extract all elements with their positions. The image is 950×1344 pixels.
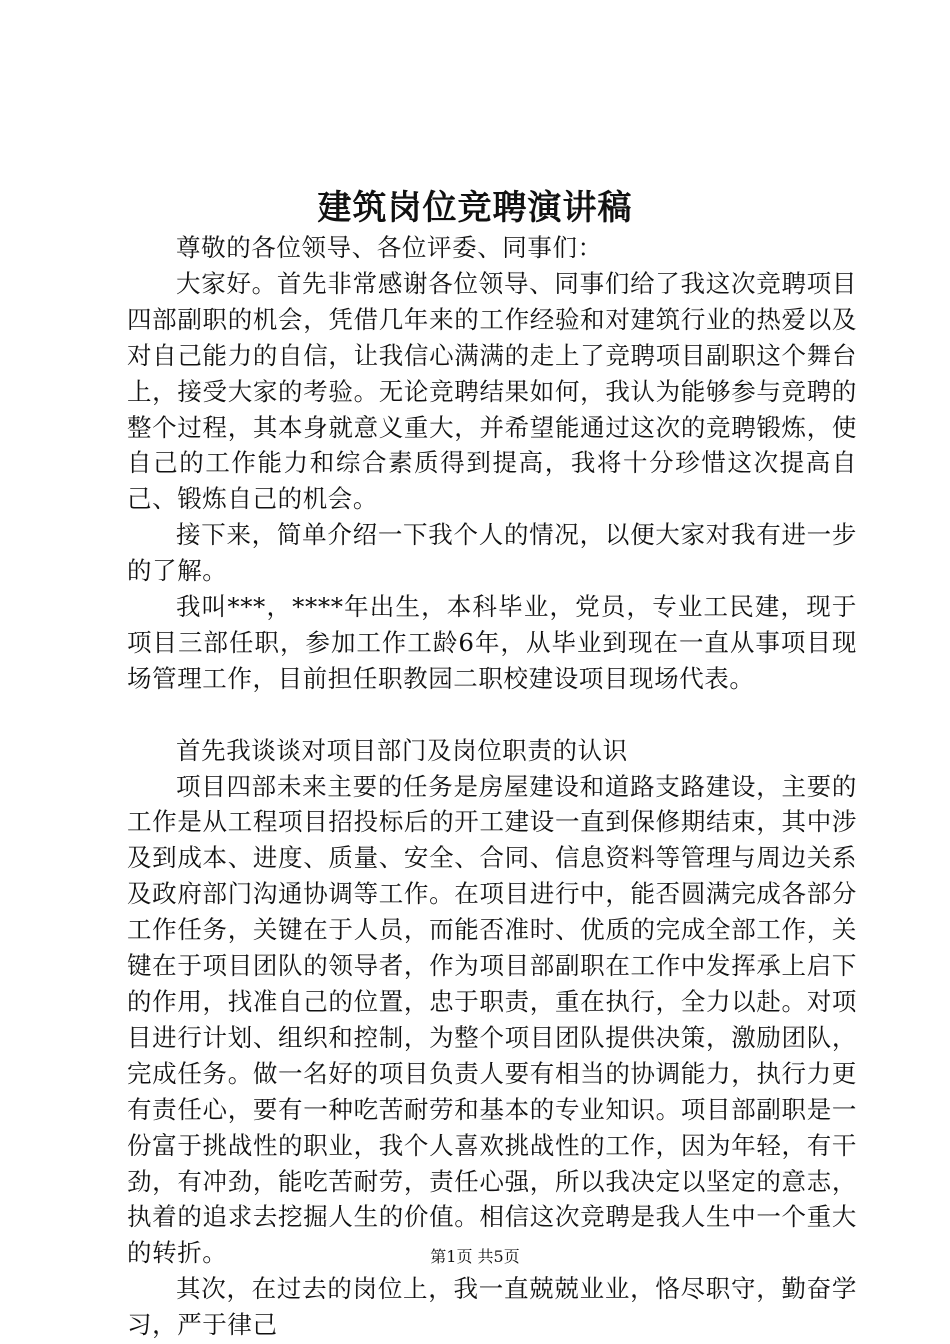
body-paragraph: 我叫***，****年出生，本科毕业，党员，专业工民建，现于项目三部任职，参加工作工龄6年，从毕业到现在一直从事项目现场管理工作，目前担任职教园二职校建设项目现场代表。 bbox=[127, 592, 857, 693]
salutation-paragraph: 尊敬的各位领导、各位评委、同事们： bbox=[176, 233, 603, 262]
document-title: 建筑岗位竞聘演讲稿 bbox=[317, 188, 633, 228]
body-paragraph: 大家好。首先非常感谢各位领导、同事们给了我这次竞聘项目四部副职的机会，凭借几年来的工作经验和对建筑行业的热爱以及对自己能力的自信，让我信心满满的走上了竞聘项目副职这个舞台上，接受大家的考验。无论竞聘结果如何，我认为能够参与竞聘的整个过程，其本身就意义重大，并希望能通过这次的竞聘锻炼，使自己的工作能力和综合素质得到提高，我将十分珍惜这次提高自己、锻炼自己的机会。 bbox=[127, 268, 857, 514]
page-footer: 第1页 共5页 bbox=[430, 1247, 520, 1266]
body-paragraph: 项目四部未来主要的任务是房屋建设和道路支路建设，主要的工作是从工程项目招投标后的开工建设一直到保修期结束，其中涉及到成本、进度、质量、安全、合同、信息资料等管理与周边关系及政府部门沟通协调等工作。在项目进行中，能否圆满完成各部分工作任务，关键在于人员，而能否准时、优质的完成全部工作，关键在于项目团队的领导者，作为项目部副职在工作中发挥承上启下的作用，找准自己的位置，忠于职责，重在执行，全力以赴。对项目进行计划、组织和控制，为整个项目团队提供决策，激励团队，完成任务。做一名好的项目负责人要有相当的协调能力，执行力更有责任心，要有一种吃苦耐劳和基本的专业知识。项目部副职是一份富于挑战性的职业，我个人喜欢挑战性的工作，因为年轻，有干劲，有冲劲，能吃苦耐劳，责任心强，所以我决定以坚定的意志，执着的追求去挖掘人生的价值。相信这次竞聘是我人生中一个重大的转折。 bbox=[127, 771, 857, 1268]
section-heading-paragraph: 首先我谈谈对项目部门及岗位职责的认识 bbox=[176, 735, 628, 765]
document-body bbox=[127, 230, 857, 1343]
body-paragraph: 其次，在过去的岗位上，我一直兢兢业业，恪尽职守，勤奋学习，严于律己 bbox=[127, 1274, 857, 1340]
body-paragraph: 接下来，简单介绍一下我个人的情况，以便大家对我有进一步的了解。 bbox=[127, 520, 857, 586]
